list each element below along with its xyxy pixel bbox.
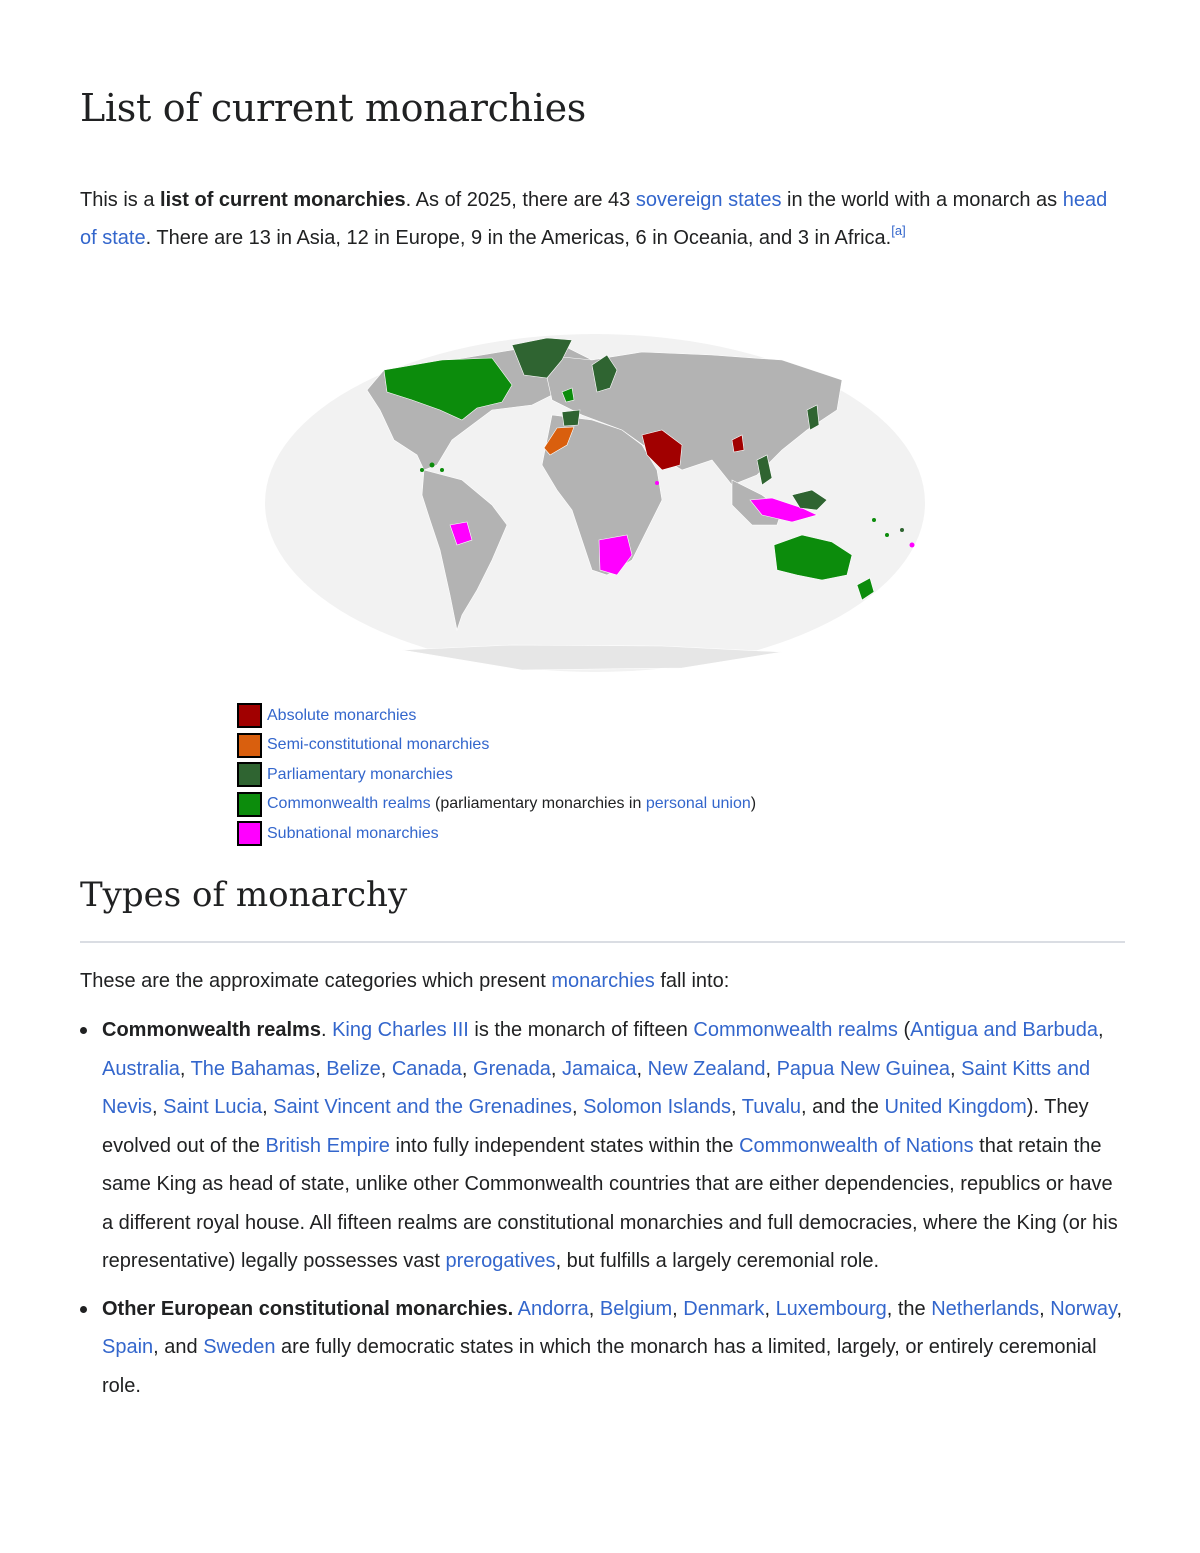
separator-text: , bbox=[636, 1057, 648, 1080]
separator-text: , bbox=[571, 1096, 584, 1118]
link-sweden[interactable]: Sweden bbox=[203, 1336, 276, 1358]
separator-text: , bbox=[1116, 1297, 1123, 1320]
intro-text: . As of 2025, there are 43 bbox=[405, 189, 636, 211]
separator-text: , bbox=[588, 1297, 600, 1320]
link-belgium[interactable]: Belgium bbox=[599, 1297, 673, 1320]
world-monarchies-map[interactable] bbox=[262, 330, 928, 676]
link-luxembourg[interactable]: Luxembourg bbox=[775, 1297, 887, 1320]
separator-text: , bbox=[262, 1096, 274, 1118]
types-intro-text: fall into: bbox=[654, 970, 730, 992]
bullet-icon bbox=[80, 1027, 87, 1034]
map-pacific-realms-dot bbox=[872, 518, 876, 522]
link-solomon-islands[interactable]: Solomon Islands bbox=[583, 1096, 731, 1118]
separator-text: ) bbox=[750, 795, 757, 813]
intro-paragraph bbox=[80, 181, 1125, 257]
link-jamaica[interactable]: Jamaica bbox=[561, 1057, 637, 1080]
link-united-kingdom[interactable]: United Kingdom bbox=[884, 1096, 1027, 1118]
separator-text: , bbox=[461, 1057, 474, 1080]
link-spain[interactable]: Spain bbox=[102, 1336, 154, 1358]
item-text: . bbox=[320, 1019, 333, 1041]
map-legend bbox=[237, 701, 756, 849]
link-saint-lucia[interactable]: Saint Lucia bbox=[163, 1096, 263, 1118]
types-intro-text: These are the approximate categories which present bbox=[80, 970, 552, 992]
legend-item-absolute-monarchies bbox=[237, 701, 756, 731]
separator-text: , bbox=[315, 1057, 327, 1080]
separator-text: , bbox=[672, 1297, 684, 1320]
link-prerogatives[interactable]: prerogatives bbox=[445, 1250, 556, 1272]
legend-item-subnational-monarchies bbox=[237, 819, 756, 849]
link-king-charles[interactable]: King Charles III bbox=[332, 1019, 469, 1041]
monarchy-types-list bbox=[80, 1011, 1125, 1414]
item-text: is the monarch of fifteen bbox=[468, 1019, 694, 1041]
map-caribbean-realms-dot bbox=[440, 468, 444, 472]
legend-link-parliamentary-monarchies[interactable]: Parliamentary monarchies bbox=[267, 765, 453, 783]
map-caribbean-realms-dot bbox=[430, 463, 435, 468]
separator-text: , bbox=[1098, 1019, 1104, 1041]
separator-text: (parliamentary monarchies in bbox=[430, 795, 646, 813]
legend-swatch bbox=[237, 703, 262, 728]
link-antigua-and-barbuda[interactable]: Antigua and Barbuda bbox=[910, 1019, 1099, 1041]
item-text: into fully independent states within the bbox=[389, 1134, 740, 1157]
legend-swatch bbox=[237, 792, 262, 817]
legend-link-commonwealth-realms[interactable]: Commonwealth realms bbox=[267, 795, 431, 813]
link-denmark[interactable]: Denmark bbox=[683, 1297, 765, 1320]
intro-bold-term: list of current monarchies bbox=[160, 189, 406, 211]
item-text: , and the bbox=[801, 1096, 885, 1118]
link-sovereign-states[interactable]: sovereign states bbox=[635, 189, 782, 211]
map-east-africa-dot bbox=[655, 481, 659, 485]
list-item-commonwealth bbox=[80, 1011, 1125, 1281]
link-netherlands[interactable]: Netherlands bbox=[931, 1297, 1040, 1320]
link-australia[interactable]: Australia bbox=[102, 1057, 180, 1080]
link-the-bahamas[interactable]: The Bahamas bbox=[190, 1057, 316, 1080]
separator-text: , bbox=[765, 1057, 777, 1080]
legend-item-parliamentary-monarchies bbox=[237, 760, 756, 790]
link-head-of-state[interactable]: head of state bbox=[80, 189, 1108, 249]
item-text: that retain the same King as head of state, unlike other Commonwealth countries that are either dependencies, republics or have a different royal house. All fifteen realms are constitutional monarchies and full democracies, where the King (or his representative) legally possesses vast bbox=[102, 1134, 1118, 1272]
link-saint-kitts-and-nevis[interactable]: Saint Kitts and Nevis bbox=[102, 1057, 1091, 1118]
separator-text: , bbox=[152, 1096, 164, 1118]
link-monarchies[interactable]: monarchies bbox=[551, 970, 655, 992]
section-heading-types: Types of monarchy bbox=[80, 875, 408, 915]
item-text: are fully democratic states in which the monarch has a limited, largely, or entirely ceremonial role. bbox=[102, 1336, 1097, 1397]
legend-swatch bbox=[237, 821, 262, 846]
map-pacific-realms-dot bbox=[885, 533, 889, 537]
link-saint-vincent-and-the-grenadines[interactable]: Saint Vincent and the Grenadines bbox=[273, 1096, 572, 1118]
item-text: , but fulfills a largely ceremonial role. bbox=[555, 1250, 880, 1272]
link-new-zealand[interactable]: New Zealand bbox=[647, 1057, 766, 1080]
link-british-empire[interactable]: British Empire bbox=[265, 1134, 390, 1157]
legend-item-semi-constitutional-monarchies bbox=[237, 731, 756, 761]
separator-text: , the bbox=[886, 1297, 932, 1320]
link-tuvalu[interactable]: Tuvalu bbox=[741, 1096, 802, 1118]
separator-text: , bbox=[380, 1057, 392, 1080]
link-canada[interactable]: Canada bbox=[391, 1057, 462, 1080]
list-item-european bbox=[80, 1290, 1125, 1406]
link-commonwealth-of-nations[interactable]: Commonwealth of Nations bbox=[739, 1134, 974, 1157]
section-divider bbox=[80, 941, 1125, 943]
link-andorra[interactable]: Andorra bbox=[517, 1297, 589, 1320]
separator-text: , bbox=[950, 1057, 962, 1080]
link-commonwealth-realms[interactable]: Commonwealth realms bbox=[693, 1019, 898, 1041]
bullet-icon bbox=[80, 1306, 87, 1313]
separator-text: , bbox=[550, 1057, 562, 1080]
legend-item-commonwealth-realms bbox=[237, 790, 756, 820]
separator-text: , bbox=[179, 1057, 191, 1080]
page-title: List of current monarchies bbox=[80, 86, 586, 130]
link-norway[interactable]: Norway bbox=[1050, 1297, 1117, 1320]
legend-swatch bbox=[237, 733, 262, 758]
item-bold-term: Other European constitutional monarchies. bbox=[102, 1297, 514, 1320]
legend-link-absolute-monarchies[interactable]: Absolute monarchies bbox=[267, 706, 417, 724]
legend-swatch bbox=[237, 762, 262, 787]
footnote-a-link[interactable]: [a] bbox=[891, 223, 906, 238]
item-text: ( bbox=[897, 1019, 911, 1041]
link-grenada[interactable]: Grenada bbox=[473, 1057, 551, 1080]
item-bold-term: Commonwealth realms bbox=[102, 1019, 321, 1041]
intro-text: This is a bbox=[80, 189, 161, 211]
separator-text: , bbox=[730, 1096, 742, 1118]
link-papua-new-guinea[interactable]: Papua New Guinea bbox=[776, 1057, 951, 1080]
separator-text: , bbox=[764, 1297, 776, 1320]
legend-link-semi-constitutional-monarchies[interactable]: Semi-constitutional monarchies bbox=[267, 736, 490, 754]
intro-text: . There are 13 in Asia, 12 in Europe, 9 in the Americas, 6 in Oceania, and 3 in Africa. bbox=[145, 227, 892, 249]
types-intro-paragraph bbox=[80, 963, 729, 999]
link-belize[interactable]: Belize bbox=[326, 1057, 381, 1080]
map-pacific-realms-dot bbox=[900, 528, 904, 532]
map-spain-region bbox=[562, 410, 580, 426]
map-caribbean-realms-dot bbox=[420, 468, 424, 472]
map-pacific-realms-dot bbox=[910, 543, 915, 548]
legend-link-subnational-monarchies[interactable]: Subnational monarchies bbox=[267, 824, 439, 842]
intro-text: in the world with a monarch as bbox=[781, 189, 1063, 211]
item-text: ). They evolved out of the bbox=[102, 1096, 1089, 1157]
link-personal-union[interactable]: personal union bbox=[645, 795, 751, 813]
separator-text: , bbox=[1039, 1297, 1051, 1320]
separator-text: , and bbox=[153, 1336, 204, 1358]
